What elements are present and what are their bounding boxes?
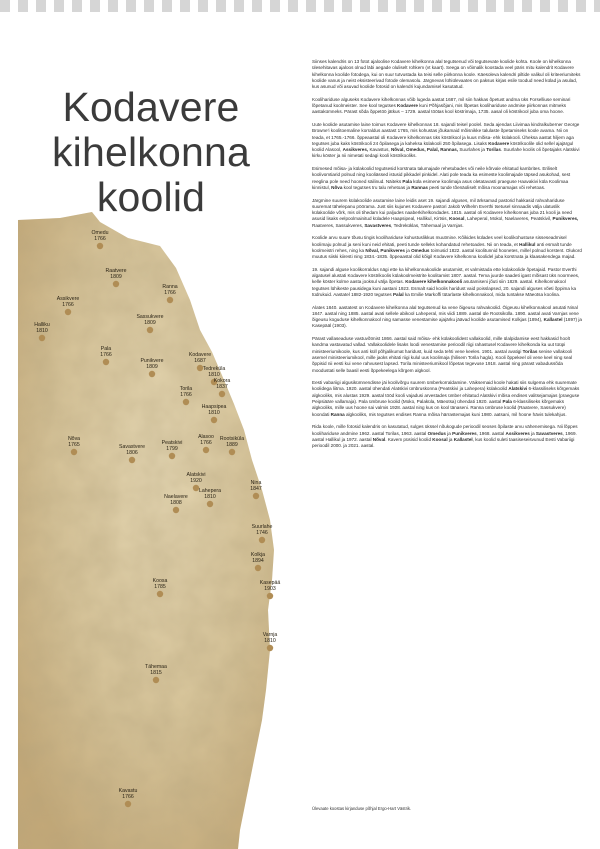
- school-name: Alasoo: [198, 434, 214, 440]
- bold-school-name: Omedus: [411, 247, 430, 253]
- paragraph-text: Esimesed mõisa- ja külakoolid tegutsesid korstnata talumajade rehetubades või neile kõrvale ehitatud kambrites. Eriliselt koolivomtiarid polnud ning kooliässed istusid pikkadel pinkidel. Alati pole teada ka esimeste koolimajade täpsed asukohad, sest reeglina pole need hooned säilinud. Näiteks: [312, 166, 571, 184]
- school-name: Assikvere: [56, 296, 80, 302]
- paragraph-text: . Kavem püsisid koolid: [385, 436, 433, 442]
- bold-school-name: Alatskivi: [508, 386, 528, 392]
- school-year: 1903: [264, 586, 276, 592]
- article-paragraph: [312, 122, 582, 160]
- school-name: Suurlahe: [251, 524, 273, 530]
- paragraph-text: kool tegutses tru talu rehetoas ja: [342, 184, 412, 190]
- paragraph-text: senise vallakooli asemel ministeeriumikool, mille jaoks ehitati riigi kulul uus koolimaja (hilisem Torila hagla). Kooli õppekeel oli vene keel ning seal õppisid nii eesti kui vene rahvusest lapsed. Torila ministeeriumikool lõpetas tegevuse 1918. aastal ning pärast vabadussõda moodustati selle baasil eesti õppekeelega kõrgem algkool.: [312, 348, 573, 373]
- school-year: 1765: [68, 442, 80, 448]
- school-name: Tähemaa: [145, 664, 167, 670]
- school-name: Torila: [179, 386, 193, 392]
- article-paragraph: [312, 235, 582, 260]
- school-name: Kasepää: [259, 580, 281, 586]
- school-name: Pala: [100, 346, 112, 352]
- school-name: Alatskivi: [186, 472, 206, 478]
- school-year: 1746: [256, 530, 268, 536]
- school-name: Tedreküla: [202, 366, 226, 372]
- school-year: 1766: [164, 290, 176, 296]
- school-dot: [65, 309, 71, 315]
- bold-school-name: Assikveres,: [342, 147, 370, 153]
- school-name: Halliku: [34, 322, 50, 328]
- article-paragraph: [312, 59, 582, 90]
- title-line: kihelkonna: [51, 129, 251, 176]
- paragraph-text: Koolihariduse alguseks Kodavere kihelkonnas võib lugeda aastat 1687, mil siin hakkas õpetust andma üks Forselliuse seminari lõpetanud koolmeister. See kool tegutses: [312, 96, 571, 109]
- school-year: 1810: [36, 328, 48, 334]
- bold-school-name: Pala: [402, 178, 412, 184]
- school-year: 1766: [94, 236, 106, 242]
- school-dot: [211, 417, 217, 423]
- paragraph-text: , 1968. aastal: [476, 430, 506, 436]
- paragraph-text: Alates 1840. aastatest on Kodavere kihelkonna alal tegutsenud ka vene õigeusu rahvakoolid. Õigeusu kihelkonnakool asutati Ninal 1847. aastal ning 1885. aastal avati sellele abikool Laheperal, mis viidi 1889. aastal üle Rootsikülla. 1890. aastal avati Varnjas vene õigeusu koguduse kihelkonnakool ning samasse venestamise ajajärku jäävad koolide asutamised Kolkjas (1894),: [312, 304, 579, 323]
- school-year: 1766: [100, 352, 112, 358]
- paragraph-text: , Laheperal, Mokol, Naelaveres, Peatskivil,: [464, 216, 553, 222]
- school-dot: [125, 801, 131, 807]
- bold-school-name: Torilas: [522, 348, 538, 354]
- school-name: Savastvere: [119, 444, 145, 450]
- school-name: Naelavere: [164, 494, 188, 500]
- bold-school-name: Nõva: [331, 184, 343, 190]
- school-name: Kokora: [213, 378, 231, 384]
- school-dot: [103, 359, 109, 365]
- school-dot: [129, 457, 135, 463]
- school-dot: [167, 297, 173, 303]
- school-name: Kavastu: [118, 788, 138, 794]
- bold-school-name: Omedus: [427, 430, 446, 436]
- school-dot: [259, 537, 265, 543]
- school-name: Varnja: [262, 632, 278, 638]
- paragraph-text: köstrikoolile olid sellel ajajärgul koolid Alasool,: [312, 140, 574, 153]
- paragraph-text: Kavastus,: [369, 147, 391, 153]
- school-year: 1799: [166, 446, 178, 452]
- school-year: 1815: [150, 670, 162, 676]
- article-paragraph: [312, 305, 582, 330]
- school-dot: [173, 507, 179, 513]
- paragraph-text: küla esimene koolimaja asus oletatavasti praeguse Haavakivi küla Koolimaa kinnistul,: [312, 178, 569, 190]
- paragraph-text: Pärast vallaseaduse vastuvõtmist 1866. aastal said mõisa- ehk külakoolidest vallakoolid, mille ülalpidamise eest hakkasid hoolt kandma vastavatud vallad. Vallakoolidele lisaks loodi venestamise perioodil riigi rahastusel Kodavere kihelkonda ka uut tüüpi ministeeriumikoole, kus anti küll põhjalikumat haridust, kuid seda tehti vene keeles. 1901. aastal avatigi: [312, 336, 570, 354]
- paragraph-text: ja: [447, 436, 454, 442]
- article-paragraph: [312, 424, 582, 449]
- bold-school-name: Assikveres: [505, 430, 530, 436]
- school-name: Rootsiküla: [219, 436, 245, 442]
- school-name: Lahepera: [199, 488, 221, 494]
- article-paragraph: [312, 166, 582, 191]
- school-year: 1808: [170, 500, 182, 506]
- bold-school-name: Rannas: [411, 184, 428, 190]
- school-year: 1894: [252, 558, 264, 564]
- school-name: Peatskivi: [161, 440, 183, 446]
- school-dot: [149, 371, 155, 377]
- school-dot: [71, 449, 77, 455]
- school-name: Haapsipea: [201, 404, 227, 410]
- title-line: koolid: [96, 174, 206, 221]
- bold-school-name: Torilas: [486, 147, 501, 153]
- school-year: 1810: [208, 372, 220, 378]
- paragraph-text: , Tedreküklas, Tähemaal ja Varnjas.: [391, 222, 464, 228]
- school-dot: [253, 493, 259, 499]
- school-year: 1766: [180, 392, 192, 398]
- paragraph-text: ja: [446, 430, 453, 436]
- school-year: 1809: [146, 364, 158, 370]
- bold-school-name: Palal: [392, 291, 404, 297]
- paragraph-text: Uute koolide asutamise laine toimus Kodavere kihelkonnas 18. sajandi teisel poolel. Seda ajendas Liivimaa kindralkuberner George Browne'i koolitoemaline korraldus aastast 1765, mis kohustas jõukamaid mõisnikke talulaste õpetamiseks koole avama. Nii on teada, et 1765.-1766. õppeaastal oli Kodavere kihelkonnas üks köstrikool ja kuus mõisa- ehk külakooli. Üheksa aastat hiljem aga tegutses juba kaks köstrikooli 24 õpilasega ja kaheksa külakooli 250 õpilasega. Lisaks: [312, 121, 580, 146]
- paragraph-text: algkooliks, mis tegutses endises Ranna mõisa härrastemajas kuni 1980. aatsani, mil hoone hävis tulekahjus.: [344, 411, 567, 417]
- bold-school-name: Kodavere kihelkonnakooli: [405, 279, 463, 285]
- article-text: [312, 59, 582, 456]
- school-dot: [219, 391, 225, 397]
- school-name: Sassukvere: [136, 314, 164, 320]
- school-dot: [39, 335, 45, 341]
- bold-school-name: Ranna: [330, 411, 345, 417]
- school-year: 1810: [204, 494, 216, 500]
- paragraph-text: anti esmalt tunde koolmeistri rehes, ning ka: [312, 241, 572, 253]
- school-dot: [157, 591, 163, 597]
- school-name: Raatvere: [105, 268, 127, 274]
- bold-school-name: Koosal: [432, 436, 448, 442]
- school-year: 1687: [194, 358, 206, 364]
- bold-school-name: Punikveres: [452, 430, 477, 436]
- paragraph-text: . Suurlahe koolis oli õpetajaks Alatskivi kirku köster ja nii nimetati sedagi kooli köstrikooliks.: [312, 147, 580, 159]
- school-year: 1809: [110, 274, 122, 280]
- paragraph-text: , kus koolid suleti taasiseseisvunud Eesti Vabariigi perioodil 2000. ja 2021. aastal.: [312, 436, 575, 449]
- paragraph-text: ka Emilie Markoffi tütarlaste kihelkonnakool, mida tuntakse Mäeotsa koolina.: [403, 291, 561, 297]
- paragraph-text: , 1969. aastal Hallikul ja 1972. aastal: [312, 430, 577, 442]
- school-dot: [97, 243, 103, 249]
- school-name: Koosa: [152, 578, 168, 584]
- school-dot: [169, 453, 175, 459]
- school-name: Kodavere: [188, 352, 212, 358]
- bold-school-name: Punikveres,: [552, 216, 579, 222]
- school-name: Kolkja: [250, 552, 266, 558]
- school-name: Punikvere: [140, 358, 164, 364]
- paragraph-text: Koolide arvu suure tõusu tingis koolihariduse kohustuslikkus muutmine. Kõikides külades veel koolikohustuse sisseseadmisel koolimaju polnud ja seni kuni neid ehitati, peeti tunde selleks kohandatud rehetoades. Nii on teada, et: [312, 235, 567, 247]
- school-year: 1810: [264, 638, 276, 644]
- source-note: Ülevaate koostas kirjanduse põhjal Ergo-Hart Västrik.: [312, 806, 412, 811]
- school-year: 1810: [208, 410, 220, 416]
- school-year: 1806: [126, 450, 138, 456]
- article-paragraph: [312, 97, 582, 116]
- school-dot: [113, 281, 119, 287]
- school-name: Ranna: [162, 284, 178, 290]
- school-dot: [183, 399, 189, 405]
- article-paragraph: [312, 336, 582, 374]
- school-dot: [147, 327, 153, 333]
- paragraph-text: Siinses kalendris on 13 fotot ajaloolise Kodavere kihelkonna alal tegutsenud või tegutsevate koolide kohta. Koole on kihelkonna ülesehitavas ajaloos olnud läbi aegade oluliselt rohkem (vt kaart). Seega on võimalik koostada veel päris mitu kalendrit Kodavere kihelkonna koolide fotodega, kui on suur tutvustada ka teisi selle piirkonna koole. Käesoleva kalendri piltide valikul oli kriteeriumiteks koolide vanus ja neist eksisteerivad fotode olemasolu. Järgnevas lühiülevaates on paksus kirjas esile toodud need külad ja asulad, kus asunud või asuvad koolide fotosid on kalendri kujundamisel kasutatud.: [312, 59, 581, 90]
- bold-school-name: Koosal: [449, 216, 465, 222]
- paragraph-text: Järgmine suurem külakoolide asutamise laine leidis aset 19. sajandi alguses, mil ärksamad pastorid hakkasid rahvahariduse suuremat tähelepanu pöörama. Just siis kujunes Kodavere pastori Jakob Wilhelm Everthi tsetusel sinnaadis välja ulatuslik külakoolide võrk, mis oli tihedam kui paljudes naaberkihelkondades. 1815. aastal oli Kodavere kihelkonnas juba 21 kooli ja need asusid lisaks eelpoolmainitud küladele Haapsipeal, Hallikul, Kirtsis,: [312, 197, 572, 222]
- school-dot: [267, 645, 273, 651]
- school-dot: [207, 501, 213, 507]
- paragraph-text: 19. sajandi alguse koolikorraldus nägi ette ka kihelkonnakoolide asutamist, et valmistada ette külakoolide õpetajaid. Pastor Everthi algatusel alustati Kodavere köstrikoolis külakoolmeistrite koolitamist 1807. aastal. Tema juurde saadeti igast mõisast üks noormees, kelle köster kolme aasta jooksul välja õpetas.: [312, 266, 580, 285]
- school-year: 1920: [190, 478, 202, 484]
- paragraph-text: Suurlahes ja: [458, 147, 487, 153]
- school-year: 1766: [200, 440, 212, 446]
- paragraph-text: ja: [404, 247, 412, 253]
- school-name: Nõva: [67, 436, 81, 442]
- paragraph-text: peeti tunde tõenäoliselt mõisa moonamajas või rehetoas.: [427, 184, 546, 190]
- school-dot: [267, 593, 273, 599]
- paragraph-text: 6-klassiliseks kõrgemaks algkooliks, mis alustas 1929. aastal tööd kooli vajadusi arvestades ümber ehitatud Alatskivi mõisa endises valitsejamajas (praeguse Peipsiääre vallamaja). Pala ümbruse koolid (Moko, Palaküla, Mäeotsa) ühendati 1920. aastal: [312, 386, 580, 405]
- paragraph-text: Eesti vabariigi algusikümnendisse jäi koolivõrgu suurem ümberkorraldamine. Väiksemaid koole hakati siis sulgema ehk suuremate koolidega liitma. 1920. aastal ühendati Alatskivi ümbruskonna (Peatskivi ja Lahepera) külakoolid: [312, 380, 577, 392]
- title-line: Kodavere: [62, 84, 240, 131]
- parchment-grain: [18, 212, 274, 849]
- school-dot: [203, 447, 209, 453]
- school-dot: [229, 449, 235, 455]
- bold-school-name: Nõval, Punikveres: [365, 247, 405, 253]
- bold-school-name: Kallastel: [453, 436, 473, 442]
- bold-school-name: Nõval, Omedus, Palal, Rannas,: [390, 147, 459, 153]
- paragraph-text: (1897) ja Kasepääl (1903).: [312, 317, 582, 329]
- paragraph-text: Rida koole, mille fotosid kalendris on kasutatud, sulges ükssel nõukogude perioodil seoses õpilaste arvu vähenemisega. Nii lõppes koolihariduse andmine 1962. aastal Torilas, 1963. aastal: [312, 424, 578, 436]
- school-year: 1766: [62, 302, 74, 308]
- paragraph-text: asutamiseni jõuti siin 1829. aastal. Kihelkonnakool tegutses lühikeste pausidega kuni aastani 1923. Esmalt said koolis haridust vaid poisslapsed, 20. sajandi alguses võeti õppima ka tüdrukuid. Aastatel 1882-1920 tegutses: [312, 279, 577, 297]
- school-dot: [153, 677, 159, 683]
- paragraph-text: ja: [529, 430, 536, 436]
- bold-school-name: Pala: [502, 399, 512, 405]
- school-year: 1785: [154, 584, 166, 590]
- bold-school-name: Savastveres: [364, 222, 392, 228]
- school-year: 1889: [226, 442, 238, 448]
- article-paragraph: [312, 380, 582, 418]
- paragraph-text: toimusid 1822. aastal koolitunnid hoonetes, millel polnud korstent. Olukord muutus siiski kiiresti ning 1834.-1835. õppeaastal olid kõigil Kodavere kihelkonna koolidel juba korstnata ja klaasakendega majad.: [312, 247, 582, 260]
- bold-school-name: Kodavere: [397, 103, 418, 109]
- bold-school-name: Kodavere: [488, 140, 510, 146]
- bold-school-name: Hallikul: [519, 241, 536, 247]
- paragraph-text: kuni Põhjasõjani, mis lõpetas koolihariduse andmise piirkonnas mitmeks aastakümneks. Pärast sõda õppetöö jätkus – 1729. aastal töötas kool köstrimaja, 1735. aasal oli köstrikool juba oma hoone.: [312, 103, 567, 115]
- school-dot: [255, 565, 261, 571]
- article-paragraph: [312, 267, 582, 298]
- school-year: 1837: [216, 384, 228, 390]
- paragraph-text: 6-klassiliseks kõrgemaks algkooliks, mille uus hoone sai valmis 1928. aastal ning kus on kool tänaseni. Ranna ümbruse koolid (Raatvere, Sassukvere) koondati: [312, 399, 566, 417]
- school-year: 1766: [122, 794, 134, 800]
- school-name: Nina: [250, 480, 262, 486]
- paragraph-text: Raatveres, Sassukveres,: [312, 222, 365, 228]
- school-year: 1847: [250, 486, 262, 492]
- school-name: Omedu: [91, 230, 109, 236]
- bold-school-name: Nõval: [372, 436, 386, 442]
- school-year: 1809: [144, 320, 156, 326]
- bold-school-name: Savastveres: [535, 430, 563, 436]
- article-paragraph: [312, 198, 582, 229]
- bold-school-name: Kallastel: [543, 317, 563, 323]
